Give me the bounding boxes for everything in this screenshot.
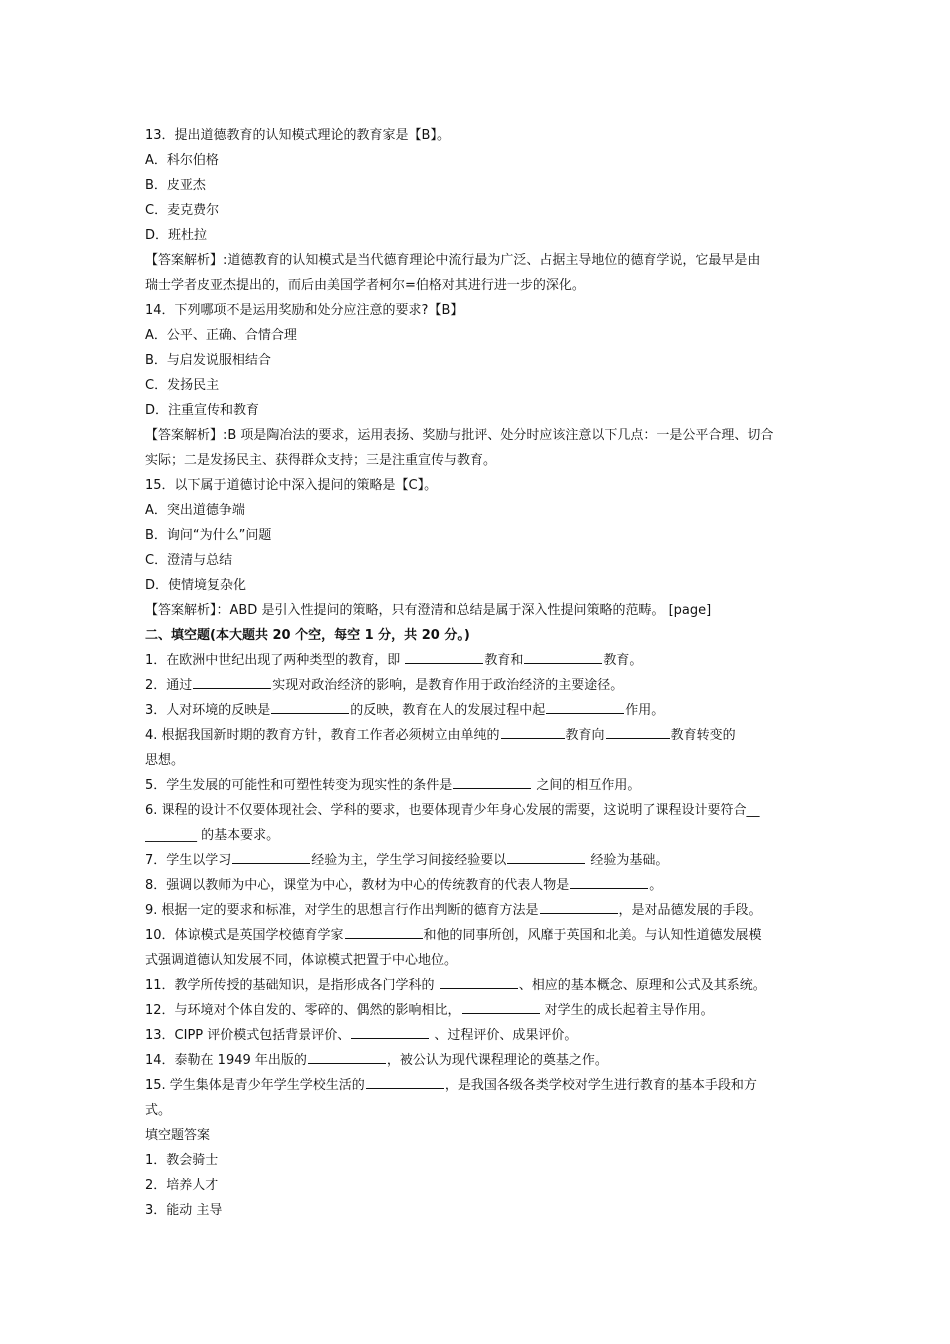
option-13-c: C．麦克费尔 <box>145 203 220 218</box>
answer-blank <box>540 899 618 914</box>
option-15-a: A．突出道德争端 <box>145 503 245 518</box>
answer-blank <box>453 774 531 789</box>
answer-item: 2．培养人才 <box>145 1178 219 1193</box>
option-14-d: D．注重宣传和教育 <box>145 403 260 418</box>
fill-question-10-cont: 式强调道德认知发展不同，体谅模式把置于中心地位。 <box>145 953 458 968</box>
answer-blank <box>546 699 624 714</box>
answers-title: 填空题答案 <box>145 1128 211 1143</box>
answer-blank <box>501 724 565 739</box>
section-title: 二、填空题(本大题共 20 个空，每空 1 分，共 20 分。) <box>145 628 470 643</box>
answer-blank <box>440 974 518 989</box>
fill-question-7: 7．学生以学习 经验为主，学生学习间接经验要以 经验为基础。 <box>145 848 810 873</box>
fill-question-9: 9. 根据一定的要求和标准，对学生的思想言行作出判断的德育方法是 ，是对品德发展的手段。 <box>145 898 810 923</box>
option-15-c: C．澄清与总结 <box>145 553 233 568</box>
answer-blank <box>345 924 423 939</box>
question-13: 13．提出道德教育的认知模式理论的教育家是【B】。 <box>145 128 450 143</box>
answer-blank <box>351 1024 429 1039</box>
answer-blank <box>462 999 540 1014</box>
option-14-c: C．发扬民主 <box>145 378 220 393</box>
question-14: 14．下列哪项不是运用奖励和处分应注意的要求?【B】 <box>145 303 464 318</box>
answer-blank <box>366 1074 444 1089</box>
option-14-a: A．公平、正确、合情合理 <box>145 328 297 343</box>
explanation-13-line1: 【答案解析】:道德教育的认知模式是当代德育理论中流行最为广泛、占据主导地位的德育学说，它最早是由 <box>145 253 761 268</box>
answer-item: 3．能动 主导 <box>145 1203 223 1218</box>
question-15: 15．以下属于道德讨论中深入提问的策略是【C】。 <box>145 478 438 493</box>
explanation-14-line1: 【答案解析】:B 项是陶冶法的要求，运用表扬、奖励与批评、处分时应该注意以下几点：一是公平合理、切合 <box>145 428 774 443</box>
option-15-b: B．询问“为什么”问题 <box>145 528 272 543</box>
fill-question-6: 6. 课程的设计不仅要体现社会、学科的要求，也要体现青少年身心发展的需要，这说明了课程设计要符合__ <box>145 803 760 818</box>
option-15-d: D．使情境复杂化 <box>145 578 247 593</box>
fill-question-4: 4. 根据我国新时期的教育方针，教育工作者必须树立由单纯的 教育向 教育转变的 <box>145 723 810 748</box>
explanation-15: 【答案解析】：ABD 是引入性提问的策略，只有澄清和总结是属于深入性提问策略的范畴。 [page] <box>145 603 712 618</box>
document-page <box>145 123 810 1223</box>
answer-item: 1．教会骑士 <box>145 1153 219 1168</box>
option-13-b: B．皮亚杰 <box>145 178 206 193</box>
answer-blank <box>524 649 602 664</box>
fill-question-3: 3．人对环境的反映是 的反映，教育在人的发展过程中起 作用。 <box>145 698 810 723</box>
fill-question-13: 13．CIPP 评价模式包括背景评价、 、过程评价、成果评价。 <box>145 1023 810 1048</box>
fill-question-1: 1．在欧洲中世纪出现了两种类型的教育，即 教育和 教育。 <box>145 648 810 673</box>
fill-question-4-cont: 思想。 <box>145 753 185 768</box>
option-13-a: A．科尔伯格 <box>145 153 219 168</box>
answer-blank <box>405 649 483 664</box>
fill-question-14: 14．泰勒在 1949 年出版的 ，被公认为现代课程理论的奠基之作。 <box>145 1048 810 1073</box>
answer-blank <box>507 849 585 864</box>
option-13-d: D．班杜拉 <box>145 228 208 243</box>
fill-question-8: 8．强调以教师为中心，课堂为中心，教材为中心的传统教育的代表人物是 。 <box>145 873 810 898</box>
explanation-14-line2: 实际；二是发扬民主、获得群众支持；三是注重宣传与教育。 <box>145 453 497 468</box>
fill-question-2: 2．通过 实现对政治经济的影响，是教育作用于政治经济的主要途径。 <box>145 673 810 698</box>
fill-question-10: 10．体谅模式是英国学校德育学家 和他的同事所创，风靡于英国和北美。与认知性道德发展模 <box>145 923 810 948</box>
fill-question-15: 15. 学生集体是青少年学生学校生活的 ，是我国各级各类学校对学生进行教育的基本手段和方 <box>145 1073 810 1098</box>
fill-question-5: 5．学生发展的可能性和可塑性转变为现实性的条件是 之间的相互作用。 <box>145 773 810 798</box>
answer-blank <box>606 724 670 739</box>
fill-question-12: 12．与环境对个体自发的、零碎的、偶然的影响相比， 对学生的成长起着主导作用。 <box>145 998 810 1023</box>
explanation-13-line2: 瑞士学者皮亚杰提出的，而后由美国学者柯尔=伯格对其进行进一步的深化。 <box>145 278 585 293</box>
answer-blank <box>232 849 310 864</box>
fill-question-15-cont: 式。 <box>145 1103 172 1118</box>
answer-blank <box>308 1049 386 1064</box>
fill-question-11: 11．教学所传授的基础知识，是指形成各门学科的 、相应的基本概念、原理和公式及其系统。 <box>145 973 810 998</box>
fill-question-6-cont: ________ 的基本要求。 <box>145 828 280 843</box>
option-14-b: B．与启发说服相结合 <box>145 353 271 368</box>
answer-blank <box>193 674 271 689</box>
answer-blank <box>570 874 648 889</box>
answer-blank <box>271 699 349 714</box>
